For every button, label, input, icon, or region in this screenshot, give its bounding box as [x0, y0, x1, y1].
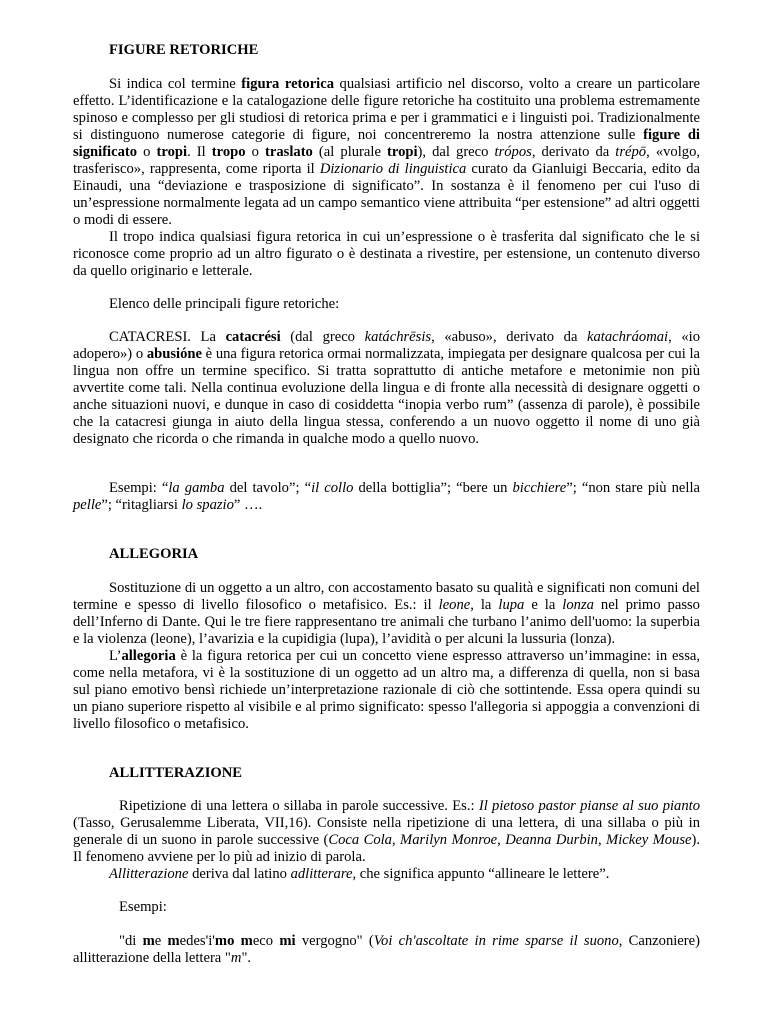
- text-run: tropi: [156, 144, 188, 160]
- text-run: mo: [214, 933, 235, 949]
- allitterazione-example: [73, 933, 700, 967]
- text-run: , derivato da: [531, 144, 616, 160]
- text-run: , la: [470, 597, 499, 613]
- text-run: Voi ch'ascoltate in rime sparse il suono: [373, 933, 619, 949]
- text-run: , che significa appunto “allineare le lettere”.: [352, 866, 610, 882]
- allegoria-paragraph-2: [73, 648, 700, 733]
- text-run: pelle: [73, 497, 102, 513]
- text-run: curato da Gianluigi Beccaria, edito da Einaudi, una “deviazione e trasposizione di significato”. In sostanza è il fenomeno per cui l'uso di un’espressione normalmente legata ad un campo semantico viene attribuita “per estensione” ad altri oggetti o modi di essere.: [73, 161, 700, 228]
- text-run: Allitterazione: [109, 866, 189, 882]
- text-run: trépō: [615, 144, 647, 160]
- text-run: m: [240, 933, 253, 949]
- text-run: o: [137, 144, 157, 160]
- text-run: CATACRESI. La: [109, 329, 226, 345]
- text-run: la gamba: [168, 480, 225, 496]
- text-run: . Il: [187, 144, 212, 160]
- text-run: ” ….: [233, 497, 263, 513]
- text-run: abusióne: [146, 346, 202, 362]
- text-run: il collo: [311, 480, 354, 496]
- text-run: della bottiglia”; “bere un: [353, 480, 513, 496]
- text-run: tropi: [387, 144, 418, 160]
- section-title-figure-retoriche: FIGURE RETORICHE: [109, 42, 259, 58]
- text-run: , «abuso», derivato da: [431, 329, 588, 345]
- allitterazione-example-paragraph: [73, 933, 700, 967]
- text-run: vergogno" (: [295, 933, 374, 949]
- text-run: e la: [524, 597, 563, 613]
- text-run: ".: [241, 950, 252, 966]
- text-run: ). Il fenomeno avviene per lo più ad inizio di parola.: [73, 832, 701, 865]
- text-run: ,: [391, 832, 401, 848]
- text-run: mi: [279, 933, 296, 949]
- text-run: m: [167, 933, 180, 949]
- text-run: allegoria: [121, 648, 176, 664]
- text-run: e: [154, 933, 168, 949]
- text-run: tropo: [211, 144, 246, 160]
- catacresi-paragraph: [73, 329, 700, 448]
- text-run: (al plurale: [312, 144, 387, 160]
- text-run: Esempi: “: [109, 480, 169, 496]
- section-title-allitterazione: ALLITTERAZIONE: [109, 765, 243, 781]
- allegoria-section: [73, 580, 700, 733]
- text-run: trópos: [494, 144, 532, 160]
- allitterazione-examples-label: Esempi:: [119, 899, 167, 915]
- text-run: Si indica col termine: [109, 76, 242, 92]
- text-run: figure di significato: [73, 127, 700, 160]
- text-run: figura retorica: [241, 76, 335, 92]
- section-title-allegoria: ALLEGORIA: [109, 546, 199, 562]
- intro-paragraph: [73, 76, 700, 229]
- text-run: , «io adopero») o: [73, 329, 701, 362]
- text-run: Ripetizione di una lettera o sillaba in parole successive. Es.:: [119, 798, 479, 814]
- list-intro: Elenco delle principali figure retoriche:: [109, 296, 340, 312]
- text-run: ,: [597, 832, 607, 848]
- text-run: Il pietoso pastor pianse al suo pianto: [478, 798, 700, 814]
- text-run: catacrési: [225, 329, 281, 345]
- text-run: L’: [109, 648, 122, 664]
- text-run: (dal greco: [280, 329, 365, 345]
- text-run: deriva dal latino: [188, 866, 291, 882]
- text-run: , Canzoniere) allitterazione della lettera ": [73, 933, 700, 966]
- allitterazione-section: [73, 798, 700, 883]
- catacresi-examples: [73, 480, 700, 514]
- text-run: bicchiere: [512, 480, 567, 496]
- text-run: nel primo passo dell’Inferno di Dante. Qui le tre fiere rappresentano tre animali che turbano l’animo dell'uomo: la superbia e la violenza (leone), l’avarizia e la cupidigia (lupa), l’avidità o per alcuni la lussuria (lonza).: [73, 597, 700, 647]
- catacresi-examples-paragraph: [73, 480, 700, 514]
- text-run: traslato: [265, 144, 313, 160]
- text-run: ”; “non stare più nella: [566, 480, 700, 496]
- text-run: Deanna Durbin: [505, 832, 598, 848]
- text-run: m: [142, 933, 155, 949]
- text-run: Sostituzione di un oggetto a un altro, con accostamento basato su qualità e significati non comuni del termine e spesso di livello filosofico o metafisico. Es.: il: [73, 580, 700, 613]
- text-run: , «volgo, trasferisco», rappresenta, come riporta il: [73, 144, 701, 177]
- text-run: del tavolo”; “: [224, 480, 312, 496]
- text-run: lo spazio: [181, 497, 234, 513]
- text-run: Dizionario di linguistica: [319, 161, 467, 177]
- text-run: adlitterare: [290, 866, 353, 882]
- text-run: edes'i': [179, 933, 215, 949]
- text-run: ”; “ritagliarsi: [101, 497, 182, 513]
- allitterazione-paragraph-1: [73, 798, 700, 866]
- text-run: katachráomai: [587, 329, 669, 345]
- tropo-paragraph: [73, 229, 700, 280]
- text-run: leone: [438, 597, 471, 613]
- text-run: Mickey Mouse: [606, 832, 692, 848]
- text-run: "di: [119, 933, 143, 949]
- text-run: o: [245, 144, 266, 160]
- text-run: Coca Cola: [328, 832, 392, 848]
- catacresi-section: [73, 329, 700, 448]
- text-run: è la figura retorica per cui un concetto viene espresso attraverso un’immagine: in essa, come nella metafora, vi è la sostituzione di un oggetto ad un altro ma, a differenza di quella, non si basa sul piano emotivo bensì richiede un’interpretazione razionale di ciò che sottintende. Essa opera quindi su un piano superiore rispetto al visibile e al primo significato: spesso l'allegoria si appoggia a convenzioni di livello filosofico o metafisico.: [73, 648, 700, 732]
- intro-section: [73, 76, 700, 280]
- text-run: ), dal greco: [417, 144, 495, 160]
- text-run: lupa: [498, 597, 525, 613]
- text-run: Il tropo indica qualsiasi figura retorica in cui un’espressione o è trasferita dal significato che le si riconosce come proprio ad un altro figurato o è destinata a rivestire, per estensione, un contenuto diverso da quello originario e letterale.: [73, 229, 700, 279]
- text-run: lonza: [562, 597, 594, 613]
- text-run: (Tasso, Gerusalemme Liberata, VII,16). Consiste nella ripetizione di una lettera, di una sillaba o più in generale di un suono in parole successive (: [73, 815, 700, 848]
- text-run: katáchrēsis: [364, 329, 432, 345]
- text-run: Marilyn Monroe: [400, 832, 498, 848]
- text-run: qualsiasi artificio nel discorso, volto a creare un particolare effetto. L’identificazione e la catalogazione delle figure retoriche ha costituito una problema estremamente spinoso e complesso per gli studiosi di retorica prima e per i grammatici e i linguisti poi. Tradizionalmente si distinguono numerose categorie di figure, noi concentreremo la nostra attenzione sulle: [73, 76, 701, 143]
- allitterazione-paragraph-2: [73, 866, 700, 883]
- text-run: è una figura retorica ormai normalizzata, impiegata per designare qualcosa per cui la lingua non offre un termine specifico. Si tratta soprattutto di antiche metafore e metonimie non più avvertite come tali. Nella continua evoluzione della lingua e di fronte alla necessità di designare oggetti o anche situazioni nuovi, e dunque in caso di cosiddetta “inopia verbo rum” (assenza di parole), è possibile che la catacresi giunga in aiuto della lingua stessa, conferendo a un nuovo oggetto il nome di uno già designato che ricorda o che rimanda in qualche modo a quello nuovo.: [73, 346, 700, 447]
- text-run: ,: [497, 832, 506, 848]
- text-run: m: [230, 950, 242, 966]
- text-run: eco: [252, 933, 280, 949]
- allegoria-paragraph-1: [73, 580, 700, 648]
